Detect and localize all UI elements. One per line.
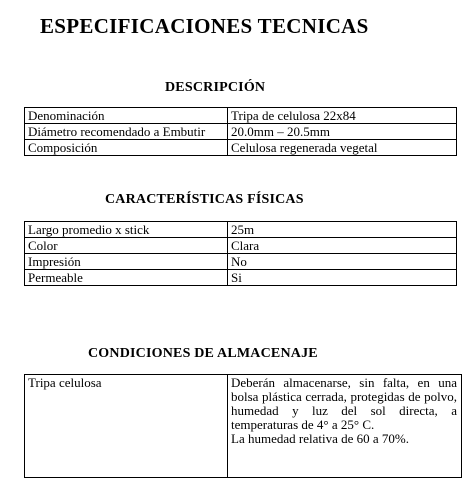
row-value: 20.0mm – 20.5mm — [228, 124, 457, 140]
row-label: Color — [25, 238, 228, 254]
table-row — [25, 124, 457, 140]
row-value: No — [228, 254, 457, 270]
row-label: Largo promedio x stick — [25, 222, 228, 238]
section-heading-caracteristicas: CARACTERÍSTICAS FÍSICAS — [105, 192, 304, 207]
row-label: Permeable — [25, 270, 228, 286]
table-row — [25, 254, 457, 270]
row-label: Denominación — [25, 108, 228, 124]
table-row — [25, 238, 457, 254]
table-caracteristicas — [24, 221, 457, 286]
table-row — [25, 270, 457, 286]
document-title: ESPECIFICACIONES TECNICAS — [40, 14, 369, 38]
table-row — [25, 140, 457, 156]
section-heading-descripcion: DESCRIPCIÓN — [165, 80, 266, 95]
row-label: Diámetro recomendado a Embutir — [25, 124, 228, 140]
section-heading-almacenaje: CONDICIONES DE ALMACENAJE — [88, 346, 318, 361]
table-descripcion — [24, 107, 457, 156]
table-row — [25, 108, 457, 124]
humidity-note: La humedad relativa de 60 a 70%. — [231, 431, 409, 446]
storage-instructions: Deberán almacenarse, sin falta, en una bolsa plástica cerrada, protegidas de polvo, humedad y luz del sol directa, a temperaturas de 4° a 25° C. — [231, 375, 457, 432]
row-value: Si — [228, 270, 457, 286]
row-label: Composición — [25, 140, 228, 156]
row-label: Impresión — [25, 254, 228, 270]
row-value: Celulosa regenerada vegetal — [228, 140, 457, 156]
table-almacenaje — [24, 374, 462, 478]
table-row — [25, 375, 462, 478]
row-label: Tripa celulosa — [25, 375, 228, 478]
table-row — [25, 222, 457, 238]
row-value: Tripa de celulosa 22x84 — [228, 108, 457, 124]
row-value: 25m — [228, 222, 457, 238]
row-value-cell — [228, 375, 462, 478]
row-value: Clara — [228, 238, 457, 254]
